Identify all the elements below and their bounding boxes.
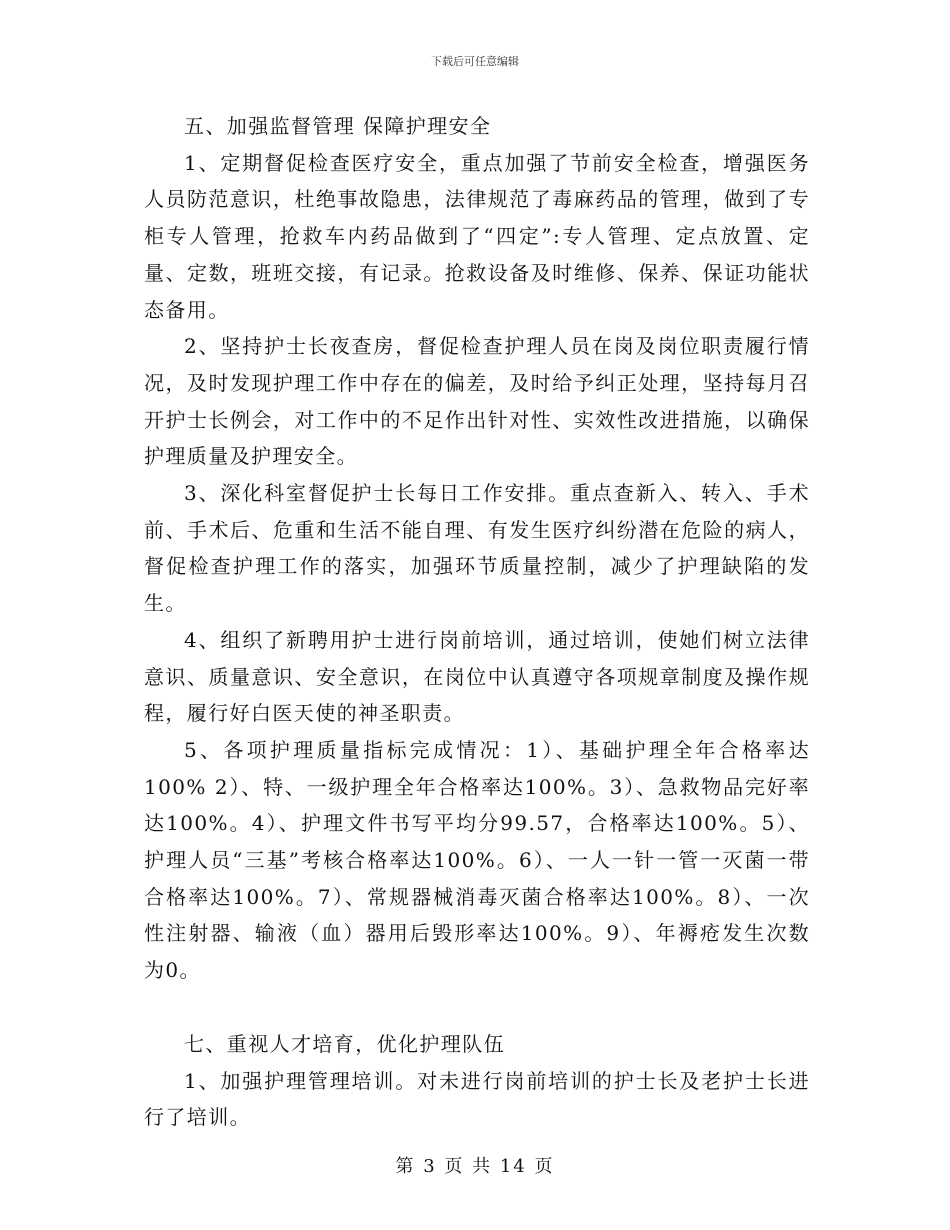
paragraph: 5、各项护理质量指标完成情况：1）、基础护理全年合格率达100% 2）、特、一级护理全年合格率达100%。3）、急救物品完好率达100%。4）、护理文件书写平均分99.57，合格率达100%。5）、护理人员“三基”考核合格率达100%。6）、一人一针一管一灭菌一带合格率达100%。7）、常规器械消毒灭菌合格率达100%。8）、一次性注射器、输液（血）器用后毁形率达100%。9）、年褥疮发生次数为0。 xyxy=(144,737,810,983)
paragraph: 1、加强护理管理培训。对未进行岗前培训的护士长及老护士长进行了培训。 xyxy=(144,1068,810,1130)
section-spacer xyxy=(144,989,810,1026)
section-heading-5: 五、加强监督管理 保障护理安全 xyxy=(184,114,492,138)
header-note: 下载后可任意编辑 xyxy=(431,55,519,68)
section-heading-7: 七、重视人才培育，优化护理队伍 xyxy=(184,1031,505,1056)
paragraph: 1、定期督促检查医疗安全，重点加强了节前安全检查，增强医务人员防范意识，杜绝事故隐患，法律规范了毒麻药品的管理，做到了专柜专人管理，抢救车内药品做到了“四定”:专人管理、定点放置、定量、定数，班班交接，有记录。抢救设备及时维修、保养、保证功能状态备用。 xyxy=(144,150,810,322)
paragraph: 4、组织了新聘用护士进行岗前培训，通过培训，使她们树立法律意识、质量意识、安全意识，在岗位中认真遵守各项规章制度及操作规程，履行好白医天使的神圣职责。 xyxy=(144,627,810,726)
document-body xyxy=(144,108,810,1136)
page-number-footer: 第 3 页 共 14 页 xyxy=(395,1156,555,1177)
paragraph: 2、坚持护士长夜查房，督促检查护理人员在岗及岗位职责履行情况，及时发现护理工作中存在的偏差，及时给予纠正处理，坚持每月召开护士长例会，对工作中的不足作出针对性、实效性改进措施，以确保护理质量及护理安全。 xyxy=(144,334,810,469)
paragraph: 3、深化科室督促护士长每日工作安排。重点查新入、转入、手术前、手术后、危重和生活不能自理、有发生医疗纠纷潜在危险的病人，督促检查护理工作的落实，加强环节质量控制，减少了护理缺陷的发生。 xyxy=(144,481,810,616)
